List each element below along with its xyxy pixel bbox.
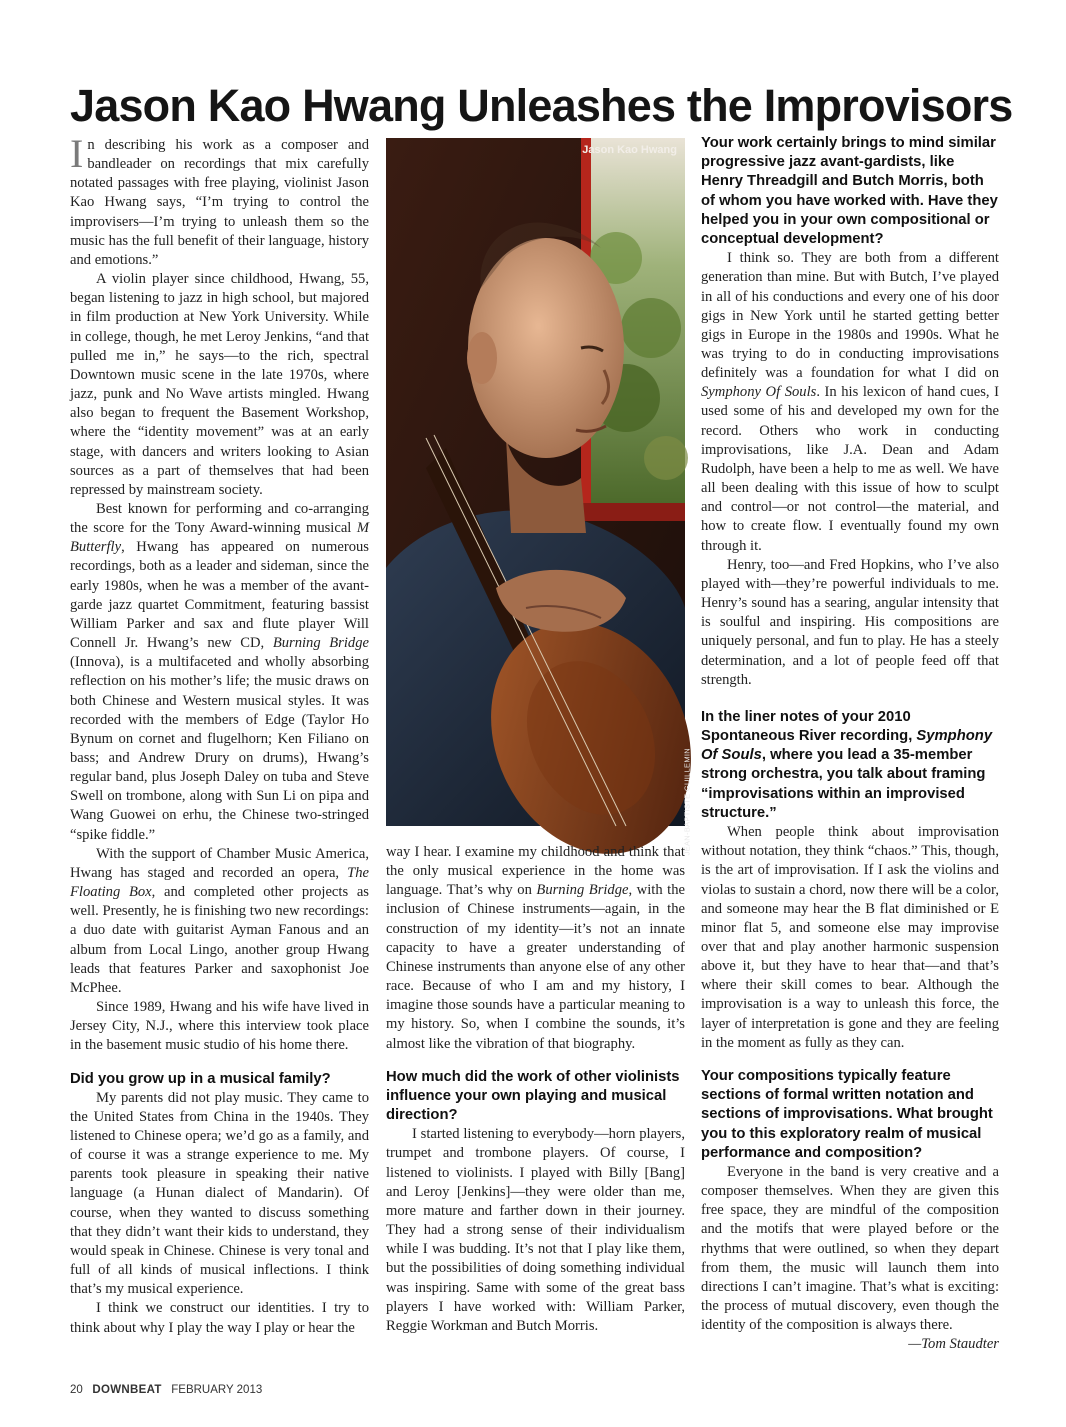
photo-credit: JEAN-BAPTISTE GUILLEMIN (682, 748, 691, 856)
paragraph: Since 1989, Hwang and his wife have lived in Jersey City, N.J., where this interview took place in the basement music studio of his home there. (70, 999, 369, 1054)
question-heading: How much did the work of other violinists influence your own playing and musical direction? (386, 1068, 680, 1124)
answer-paragraph: Henry, too—and Fred Hopkins, who I’ve also played with—they’re powerful individuals to me. Henry’s sound has a searing, angular intensity that is soulful and inspiring. His compositions are uniquely personal, and fun to play. He has a steely determination, and a lot of people feed off that strength. (701, 556, 999, 688)
page-number: 20 (70, 1384, 83, 1396)
paragraph: A violin player since childhood, Hwang, 55, began listening to jazz in high school, but majored in film production at New York University. While in college, though, he met Leroy Jenkins, “and that pulled me in,” he says—to the rich, spectral Downtown music scene in the late 1970s, where jazz, punk and No Wave artists mingled. Hwang also began to frequent the Basement Workshop, where the “identity movement” was at an early stage, with dancers and writers looking to Asian sources as a part of themselves that had been repressed by mainstream society. (70, 271, 369, 498)
magazine-name: DOWNBEAT (92, 1384, 162, 1396)
answer-paragraph: When people think about improvisation without notation, they think “chaos.” This, though, is the art of improvisation. If I ask the violins and violas to sustain a chord, now there will be a color, and someone may hear the B flat diminished or E minor flat 5, and someone else may improvise over that and play another harmonic suspension above it, but they have to hear that—and that’s where their skill comes to bear. Although the improvisation is a way to unleash this force, the layer of interpretation is gone and they are feeling in the moment as fully as they can. (701, 824, 999, 1051)
answer-paragraph: I think we construct our identities. I try to think about why I play the way I play or hear the (70, 1300, 369, 1336)
article-column-2 (386, 843, 685, 1336)
answer-paragraph: My parents did not play music. They came to the United States from China in the 1940s. They listened to Chinese opera; we’d go as a family, and of course it was a strange experience to me. My parents took pleasure in speaking their native language (a Hunan dialect of Mandarin). Of course, when they wanted to discuss something that they didn’t want their kids to understand, they would speak in Chinese. Chinese is very tonal and full of all kinds of musical inflections. I think that’s my musical experience. (70, 1089, 369, 1298)
question-heading: Your compositions typically feature sections of formal written notation and sections of improvisations. What brought you to this exploratory realm of musical performance and composition? (701, 1067, 993, 1161)
answer-paragraph: Everyone in the band is very creative and a composer themselves. When they are given this free space, they are mindful of the composition and the motifs that were played before or the rhythms that were outlined, so when they depart from them, the music will launch them into directions I can’t imagine. That’s what is exciting: the process of mutual discovery, even though the identity of the composition is always there. (701, 1163, 999, 1334)
question-heading: In the liner notes of your 2010 Spontaneous River recording, Symphony Of Souls, where you lead a 35-member strong orchestra, you talk about framing “improvisations within an improvised structure.” (701, 708, 993, 821)
issue-date: FEBRUARY 2013 (171, 1384, 263, 1396)
answer-paragraph: I started listening to everybody—horn players, trumpet and trombone players. Of course, I listened to violinists. I played with Billy [Bang] and Leroy [Jenkins]—they were older than me, more mature and farther down in their journey. They had a strong sense of their individualism while I was budding. It’s not that I play like them, but the possibilities of doing something individual was inspiring. Same with some of the great bass players I have worked with: William Parker, Reggie Workman and Butch Morris. (386, 1126, 685, 1334)
paragraph: Best known for performing and co-arranging the score for the Tony Award-winning musical M Butterfly, Hwang has appeared on numerous recordings, both as a leader and sideman, since the early 1980s, when he was a member of the avant-garde jazz quartet Commitment, featuring bassist William Parker and sax and flute player Will Connell Jr. Hwang’s new CD, Burning Bridge (Innova), is a multifaceted and wholly absorbing reflection on his mother’s life; the music draws on both Chinese and Western musical styles. It was recorded with the members of Edge (Taylor Ho Bynum on cornet and flugelhorn; Ken Filiano on bass; and Andrew Drury on drums), Hwang’s regular band, plus Joseph Daley on tuba and Steve Swell on trombone, along with Sun Li on pipa and Wang Guowei on erhu, the Chinese two-stringed “spike fiddle.” (70, 500, 369, 843)
page-footer (70, 1384, 262, 1396)
article-column-1 (70, 131, 369, 1338)
question-heading: Your work certainly brings to mind similar progressive jazz avant-gardists, like Henry Threadgill and Butch Morris, both of whom you have worked with. Have they helped you in your own compositional or conceptual development? (701, 135, 998, 248)
author-signature: —Tom Staudter (908, 1336, 999, 1353)
portrait-photo (386, 138, 691, 856)
headline: Jason Kao Hwang Unleashes the Improvisors (70, 80, 1013, 131)
photo-caption-label: Jason Kao Hwang (582, 144, 677, 156)
answer-paragraph: I think so. They are both from a different generation than mine. But with Butch, I’ve played in all of his conductions and every one of his door gigs in New York until he started getting better gigs in Europe in the 1980s and 1990s. What he was trying to do in conducting improvisations definitely was a foundation for what I did on Symphony Of Souls. In his lexicon of hand cues, I used some of his and developed my own for the record. Others who work in conducting improvisations, like J.A. Dean and Adam Rudolph, have been a help to me as well. We have all been dealing with this issue of how to sculpt and control—or not control—the material, and how to create flow. I eventually found my own through it. (701, 250, 1000, 554)
portrait-illustration (386, 138, 685, 826)
intro-paragraph: In describing his work as a composer and bandleader on recordings that mix carefully notated passages with free playing, violinist Jason Kao Hwang says, “I’m trying to control the improvisers—I’m trying to unleash them so the music has the full benefit of their language, history and emotions.” (70, 131, 369, 268)
paragraph: With the support of Chamber Music America, Hwang has staged and recorded an opera, The Floating Box, and completed other projects as well. Presently, he is finishing two new recordings: a duo date with guitarist Ayman Fanous and an album from Local Lingo, another group Hwang leads that features Parker and saxophonist Joe McPhee. (70, 845, 369, 996)
paragraph: way I hear. I examine my childhood and think that the only musical experience in the home was language. That’s why on Burning Bridge, with the inclusion of Chinese instruments—again, in the construction of my identity—it’s not an innate capacity to have a greater understanding of Chinese instruments than anyone else of any other race. Because of who I am and my history, I imagine those sounds have a particular meaning to my history. So, when I combine the sounds, it’s almost like the vibration of that biography. (386, 844, 685, 1052)
article-column-3 (701, 134, 999, 1354)
question-heading: Did you grow up in a musical family? (70, 1070, 331, 1087)
drop-cap: I (70, 131, 84, 176)
